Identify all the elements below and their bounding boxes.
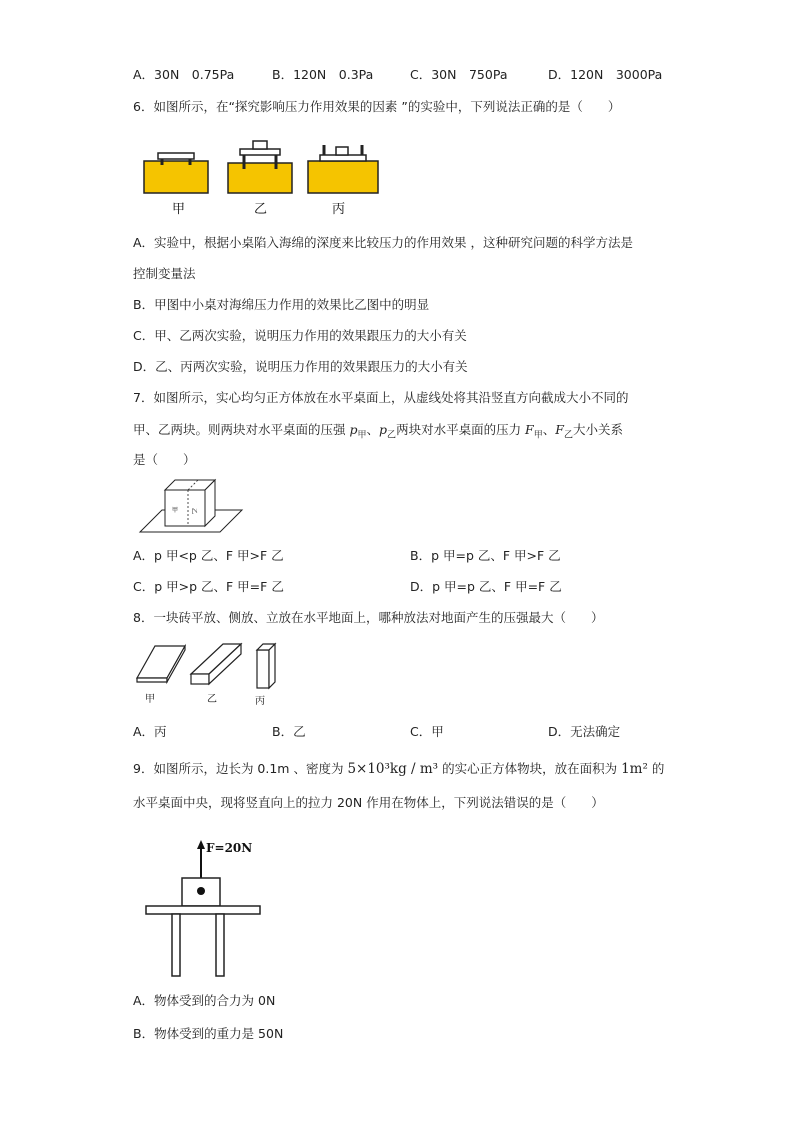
- q7-stem-line2: 甲、乙两块。则两块对水平桌面的压强 $p_甲$、$p_乙$两块对水平桌面的压力 $F_甲$、$F_乙$大小关系: [133, 422, 623, 441]
- q9-option-b: B．物体受到的重力是 50N: [133, 1026, 284, 1041]
- q8-stem: 8．一块砖平放、侧放、立放在水平地面上，哪种放法对地面产生的压强最大（ ）: [133, 610, 604, 625]
- q6-label-yi: 乙: [254, 202, 268, 217]
- sponge-table-inverted: [308, 145, 378, 193]
- q7-stem-line3: 是（ ）: [133, 452, 196, 467]
- q7-cube-figure: [138, 478, 248, 536]
- q6-label-bing: 丙: [332, 202, 346, 217]
- q8-label-bing: 丙: [255, 696, 265, 707]
- q7-option-d: D．p 甲=p 乙、F 甲=F 乙: [410, 579, 562, 594]
- q6-stem: 6．如图所示，在“探究影响压力作用效果的因素 ”的实验中，下列说法正确的是（ ）: [133, 99, 621, 114]
- sponge-table-upright: [144, 153, 208, 193]
- q7-option-c: C．p 甲>p 乙、F 甲=F 乙: [133, 579, 284, 594]
- q7-option-b: B．p 甲=p 乙、F 甲>F 乙: [410, 548, 561, 563]
- q7-cube-label-yi: 乙: [190, 508, 197, 515]
- q9-table-figure: [140, 836, 270, 981]
- q6-label-jia: 甲: [172, 202, 186, 217]
- sponge-table-with-weight: [228, 141, 292, 193]
- brick-side: [191, 644, 241, 684]
- q5-option-d: D．120N 3000Pa: [548, 67, 663, 82]
- q9-option-a: A．物体受到的合力为 0N: [133, 993, 276, 1008]
- q8-brick-figure: [133, 640, 293, 695]
- q5-option-c: C．30N 750Pa: [410, 67, 508, 82]
- q6-option-c: C．甲、乙两次实验，说明压力作用的效果跟压力的大小有关: [133, 328, 467, 343]
- brick-upright: [257, 644, 275, 688]
- q7-stem-line1: 7．如图所示，实心均匀正方体放在水平桌面上，从虚线处将其沿竖直方向截成大小不同的: [133, 390, 629, 405]
- q8-option-a: A．丙: [133, 724, 167, 739]
- q8-option-b: B．乙: [272, 724, 306, 739]
- q9-stem-line2: 水平桌面中央，现将竖直向上的拉力 20N 作用在物体上，下列说法错误的是（ ）: [133, 795, 604, 810]
- q8-label-jia: 甲: [145, 694, 155, 705]
- q6-option-a-line2: 控制变量法: [133, 266, 196, 281]
- brick-flat: [137, 646, 185, 682]
- q6-option-b: B．甲图中小桌对海绵压力作用的效果比乙图中的明显: [133, 297, 430, 312]
- q5-option-b: B．120N 0.3Pa: [272, 67, 374, 82]
- q8-option-c: C．甲: [410, 724, 444, 739]
- q8-label-yi: 乙: [207, 694, 217, 705]
- q6-option-d: D．乙、丙两次实验，说明压力作用的效果跟压力的大小有关: [133, 359, 468, 374]
- q7-option-a: A．p 甲<p 乙、F 甲>F 乙: [133, 548, 284, 563]
- q5-option-a: A．30N 0.75Pa: [133, 67, 235, 82]
- q8-option-d: D．无法确定: [548, 724, 621, 739]
- q9-force-label: F=20N: [206, 841, 253, 855]
- q7-cube-label-jia: 甲: [172, 507, 179, 514]
- q9-stem-line1: 9．如图所示，边长为 0.1m 、密度为 5×10³kg / m³ 的实心正方体物块，放在面积为 1m² 的: [133, 761, 665, 777]
- q6-option-a-line1: A．实验中，根据小桌陷入海绵的深度来比较压力的作用效果 ，这种研究问题的科学方法是: [133, 235, 634, 250]
